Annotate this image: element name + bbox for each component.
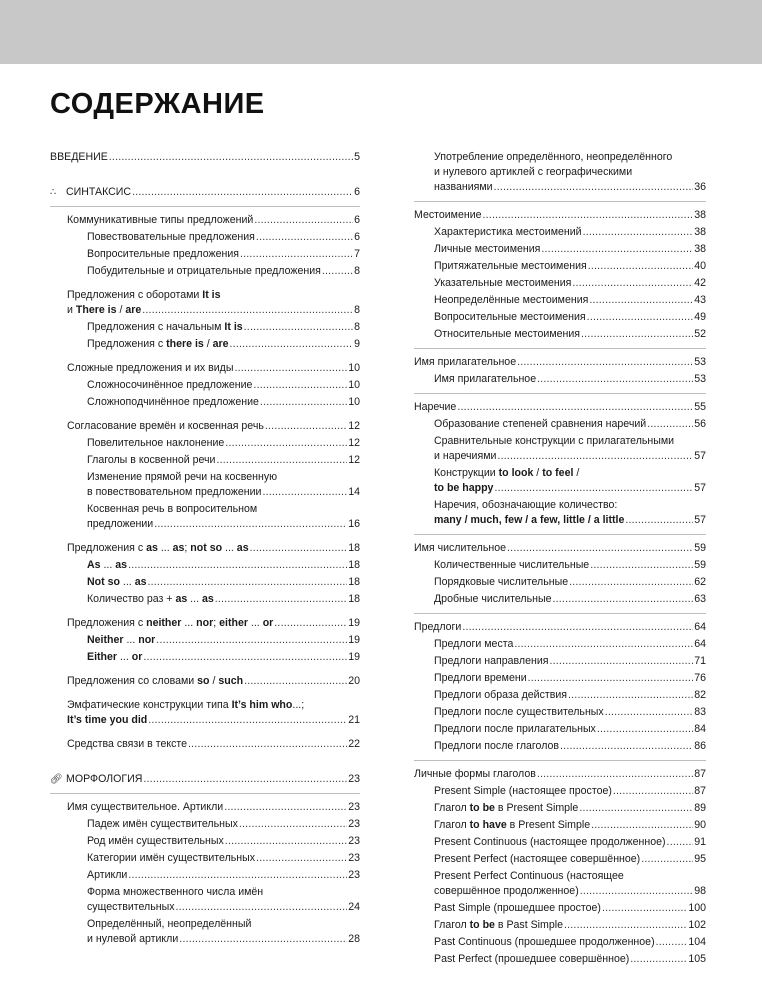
toc-entry-intro[interactable]: ВВЕДЕНИЕ ..... 5 — [50, 150, 360, 165]
toc-subentry[interactable]: Относительные местоимения ..... 52 — [414, 327, 706, 342]
toc-subentry[interactable]: Глагол to be в Present Simple ..... 89 — [414, 801, 706, 816]
toc-right-column — [414, 150, 706, 967]
toc-entry-it-is[interactable]: Предложения с оборотами It is и There is / are ..... 8 — [50, 288, 360, 318]
toc-subentry[interactable]: Характеристика местоимений ..... 38 — [414, 225, 706, 240]
toc-subentry[interactable]: Past Perfect (прошедшее совершённое) ..... 105 — [414, 952, 706, 967]
toc-subentry[interactable]: Изменение прямой речи на косвенную в повествовательном предложении ..... 14 — [50, 470, 360, 500]
toc-subentry[interactable]: Глаголы в косвенной речи ..... 12 — [50, 453, 360, 468]
toc-subentry[interactable]: Наречия, обозначающие количество: many / much, few / a few, little / a little ..... 57 — [414, 498, 706, 528]
toc-subentry[interactable]: Предлоги времени ..... 76 — [414, 671, 706, 686]
toc-subentry[interactable]: Present Perfect (настоящее совершённое) ..... 95 — [414, 852, 706, 867]
toc-entry-pronoun[interactable]: Местоимение ..... 38 — [414, 208, 706, 223]
toc-left-column — [50, 150, 360, 947]
toc-subentry[interactable]: Личные местоимения ..... 38 — [414, 242, 706, 257]
toc-subentry[interactable]: Род имён существительных ..... 23 — [50, 834, 360, 849]
toc-subentry[interactable]: Образование степеней сравнения наречий ..... 56 — [414, 417, 706, 432]
toc-subentry[interactable]: Глагол to be в Past Simple ..... 102 — [414, 918, 706, 933]
toc-subentry[interactable]: Past Simple (прошедшее простое) ..... 100 — [414, 901, 706, 916]
toc-subentry[interactable]: Категории имён существительных ..... 23 — [50, 851, 360, 866]
toc-subentry[interactable]: Количественные числительные ..... 59 — [414, 558, 706, 573]
toc-subentry[interactable]: Past Continuous (прошедшее продолженное) ..... 104 — [414, 935, 706, 950]
header-band — [0, 0, 762, 64]
toc-section-morphology[interactable]: 🔗︎ МОРФОЛОГИЯ ..... 23 — [50, 772, 360, 787]
toc-subentry[interactable]: Вопросительные местоимения ..... 49 — [414, 310, 706, 325]
toc-entry-neither-nor[interactable]: Предложения с neither ... nor; either ... or ..... 19 — [50, 616, 360, 631]
toc-subentry[interactable]: Сложноподчинённое предложение ..... 10 — [50, 395, 360, 410]
toc-entry-text-links[interactable]: Средства связи в тексте ..... 22 — [50, 737, 360, 752]
toc-subentry[interactable]: Количество раз + as ... as ..... 18 — [50, 592, 360, 607]
toc-subentry[interactable]: Предлоги места ..... 64 — [414, 637, 706, 652]
toc-subentry[interactable]: Предложения с начальным It is ..... 8 — [50, 320, 360, 335]
toc-entry-adjective[interactable]: Имя прилагательное ..... 53 — [414, 355, 706, 370]
toc-entry-numeral[interactable]: Имя числительное ..... 59 — [414, 541, 706, 556]
toc-subentry[interactable]: Present Simple (настоящее простое) ..... 87 — [414, 784, 706, 799]
toc-subentry[interactable]: Предлоги после существительных ..... 83 — [414, 705, 706, 720]
toc-subentry[interactable]: Порядковые числительные ..... 62 — [414, 575, 706, 590]
toc-subentry[interactable]: Форма множественного числа имён существительных ..... 24 — [50, 885, 360, 915]
toc-entry-as-as[interactable]: Предложения с as ... as; not so ... as ..... 18 — [50, 541, 360, 556]
toc-subentry-geo-articles[interactable]: Употребление определённого, неопределённого и нулевого артиклей с географическими названиями ..... 36 — [414, 150, 706, 195]
toc-subentry[interactable]: Имя прилагательное ..... 53 — [414, 372, 706, 387]
toc-entry-verb-forms[interactable]: Личные формы глаголов ..... 87 — [414, 767, 706, 782]
toc-subentry[interactable]: Глагол to have в Present Simple ..... 90 — [414, 818, 706, 833]
toc-subentry[interactable]: Present Continuous (настоящее продолженное) ..... 91 — [414, 835, 706, 850]
toc-subentry[interactable]: Неопределённые местоимения ..... 43 — [414, 293, 706, 308]
toc-subentry[interactable]: Предлоги образа действия ..... 82 — [414, 688, 706, 703]
toc-subentry[interactable]: Притяжательные местоимения ..... 40 — [414, 259, 706, 274]
toc-subentry[interactable]: Neither ... nor ..... 19 — [50, 633, 360, 648]
toc-subentry[interactable]: Present Perfect Continuous (настоящее совершённое продолженное) ..... 98 — [414, 869, 706, 899]
toc-entry-so-such[interactable]: Предложения со словами so / such ..... 20 — [50, 674, 360, 689]
toc-subentry[interactable]: Побудительные и отрицательные предложения ..... 8 — [50, 264, 360, 279]
toc-entry-comm-types[interactable]: Коммуникативные типы предложений ..... 6 — [50, 213, 360, 228]
toc-subentry[interactable]: Указательные местоимения ..... 42 — [414, 276, 706, 291]
toc-subentry[interactable]: Артикли ..... 23 — [50, 868, 360, 883]
toc-subentry[interactable]: Повелительное наклонение ..... 12 — [50, 436, 360, 451]
toc-subentry[interactable]: Сложносочинённое предложение ..... 10 — [50, 378, 360, 393]
toc-subentry[interactable]: Падеж имён существительных ..... 23 — [50, 817, 360, 832]
toc-subentry[interactable]: Either ... or ..... 19 — [50, 650, 360, 665]
page-title: СОДЕРЖАНИЕ — [50, 88, 265, 120]
toc-subentry[interactable]: Предложения с there is / are ..... 9 — [50, 337, 360, 352]
toc-subentry[interactable]: Предлоги после глаголов ..... 86 — [414, 739, 706, 754]
toc-entry-emphatic[interactable]: Эмфатические конструкции типа It’s him who...; It’s time you did ..... 21 — [50, 698, 360, 728]
network-icon: ∴ — [50, 187, 57, 198]
toc-section-syntax[interactable]: ∴ СИНТАКСИС ..... 6 — [50, 185, 360, 200]
toc-subentry[interactable]: Вопросительные предложения ..... 7 — [50, 247, 360, 262]
link-icon: 🔗︎ — [50, 774, 63, 785]
toc-subentry[interactable]: Конструкции to look / to feel / to be happy ..... 57 — [414, 466, 706, 496]
toc-subentry[interactable]: Повествовательные предложения ..... 6 — [50, 230, 360, 245]
toc-entry-prepositions[interactable]: Предлоги ..... 64 — [414, 620, 706, 635]
toc-subentry[interactable]: Предлоги направления ..... 71 — [414, 654, 706, 669]
toc-subentry[interactable]: Дробные числительные ..... 63 — [414, 592, 706, 607]
toc-subentry[interactable]: Not so ... as ..... 18 — [50, 575, 360, 590]
toc-subentry[interactable]: Сравнительные конструкции с прилагательными и наречиями ..... 57 — [414, 434, 706, 464]
toc-subentry[interactable]: Косвенная речь в вопросительном предложении ..... 16 — [50, 502, 360, 532]
toc-entry-adverb[interactable]: Наречие ..... 55 — [414, 400, 706, 415]
toc-subentry[interactable]: Определённый, неопределённый и нулевой артикли ..... 28 — [50, 917, 360, 947]
toc-entry-noun[interactable]: Имя существительное. Артикли ..... 23 — [50, 800, 360, 815]
toc-entry-complex[interactable]: Сложные предложения и их виды ..... 10 — [50, 361, 360, 376]
toc-subentry[interactable]: Предлоги после прилагательных ..... 84 — [414, 722, 706, 737]
toc-entry-sequence[interactable]: Согласование времён и косвенная речь ..... 12 — [50, 419, 360, 434]
toc-subentry[interactable]: As ... as ..... 18 — [50, 558, 360, 573]
